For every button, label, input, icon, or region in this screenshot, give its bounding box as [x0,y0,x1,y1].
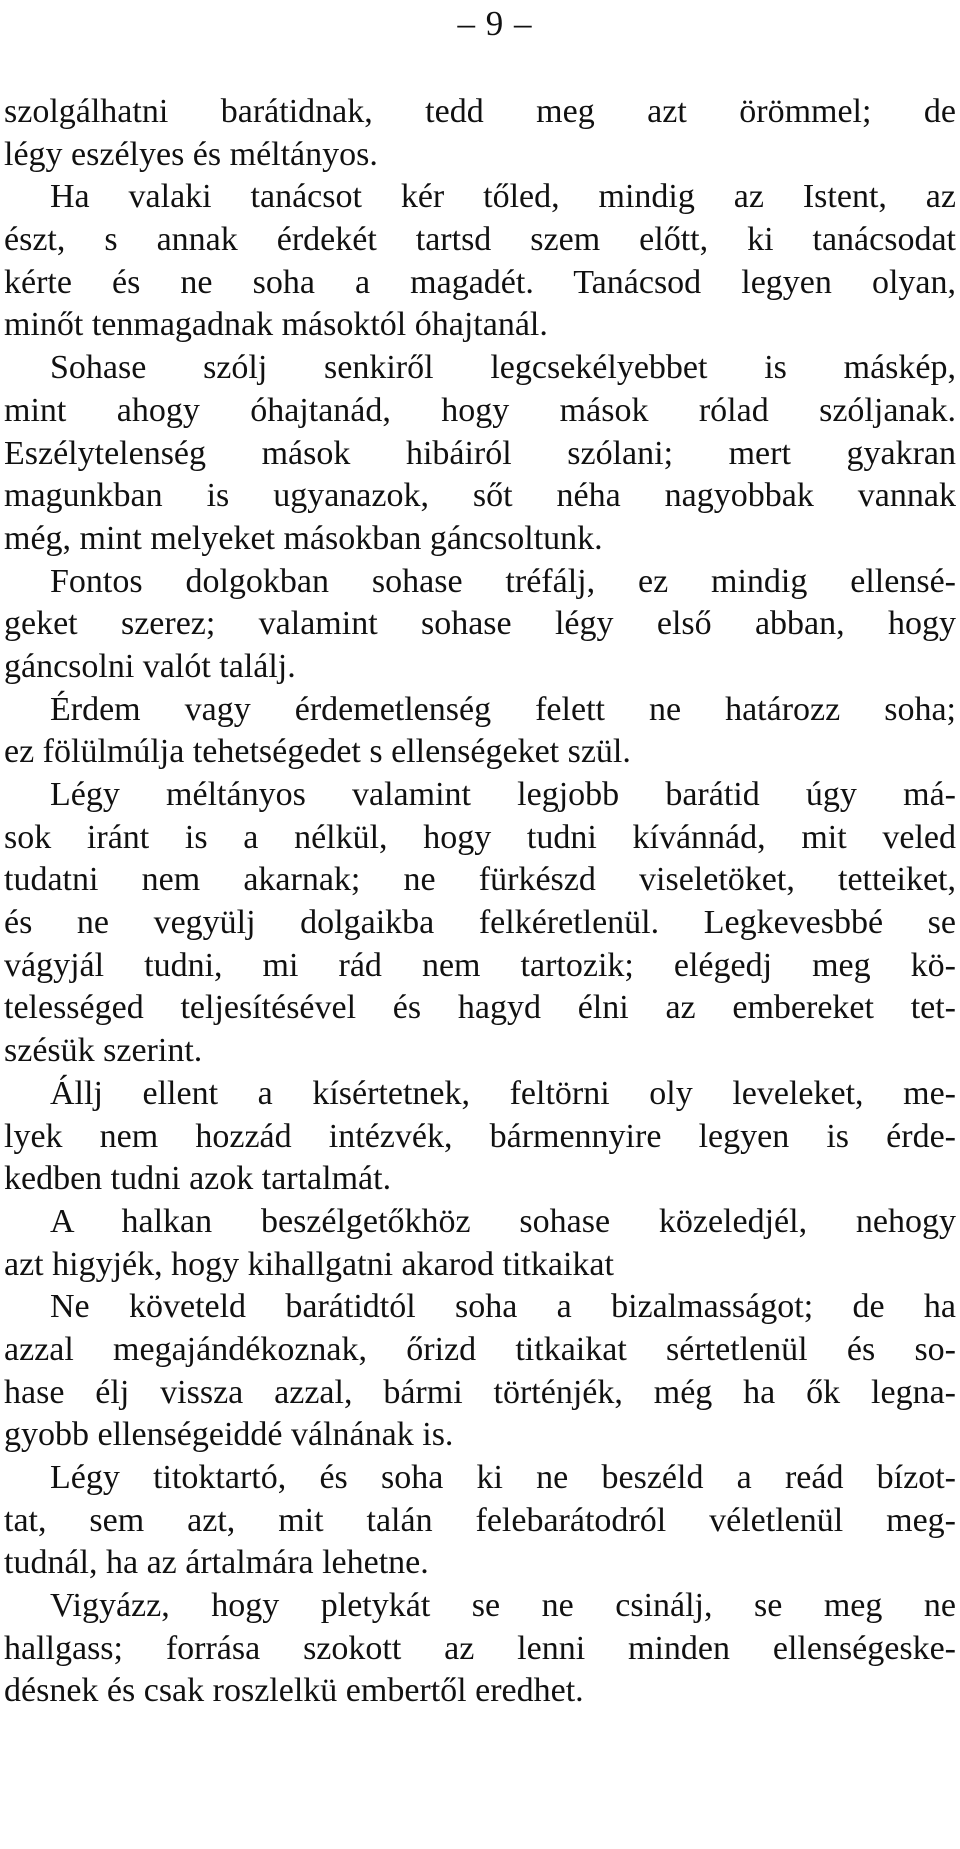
text-line: geket szerez; valamint sohase légy első abban, hogy [4,605,956,643]
text-line: még, mint melyeket másokban gáncsoltunk. [4,519,603,557]
body-text [4,91,956,1713]
text-line: azt higyjék, hogy kihallgatni akarod titkaikat [4,1245,614,1283]
text-line: Ne követeld barátidtól soha a bizalmasságot; de ha [50,1288,956,1326]
text-line: gáncsolni valót találj. [4,647,296,685]
text-line: gyobb ellenségeiddé válnának is. [4,1416,454,1454]
page-number: – 9 – [457,4,533,43]
text-line: Légy titoktartó, és soha ki ne beszéld a reád bízot- [50,1459,956,1496]
text-line: lyek nem hozzád intézvék, bármennyire legyen is érde- [4,1117,956,1155]
text-line: Fontos dolgokban sohase tréfálj, ez mindig ellensé- [50,562,956,600]
text-line: kérte és ne soha a magadét. Tanácsod legyen olyan, [4,263,956,301]
text-line: Állj ellent a kísértetnek, feltörni oly leveleket, me- [50,1074,956,1112]
text-line: Érdem vagy érdemetlenség felett ne határozz soha; [50,690,956,728]
text-line: mint ahogy óhajtanád, hogy mások rólad szóljanak. [4,391,956,429]
text-line: hase élj vissza azzal, bármi történjék, még ha ők legna- [4,1373,956,1411]
text-line: ez fölülmúlja tehetségedet s ellenségeket szül. [4,733,631,771]
text-line: azzal megajándékoznak, őrizd titkaikat sértetlenül és so- [4,1330,956,1368]
text-line: désnek és csak roszlelkü embertől eredhet. [4,1672,584,1710]
text-line: tat, sem azt, mit talán felebarátodról véletlenül meg- [4,1501,956,1539]
text-line: és ne vegyülj dolgaikba felkéretlenül. Legkevesbbé se [4,904,956,942]
text-line: észt, s annak érdekét tartsd szem előtt, ki tanácsodat [4,221,956,259]
text-line: hallgass; forrása szokott az lenni minden ellenségeske- [4,1629,956,1667]
text-line: kedben tudni azok tartalmát. [4,1160,392,1198]
text-line: tudnál, ha az ártalmára lehetne. [4,1544,429,1582]
text-line: minőt tenmagadnak másoktól óhajtanál. [4,306,548,344]
text-line: szésük szerint. [4,1032,203,1070]
text-line: vágyjál tudni, mi rád nem tartozik; elégedj meg kö- [4,946,956,984]
text-line: Légy méltányos valamint legjobb barátid úgy má- [50,776,956,813]
text-line: magunkban is ugyanazok, sőt néha nagyobbak vannak [4,477,956,515]
text-line: telességed teljesítésével és hagyd élni az embereket tet- [4,989,956,1027]
text-line: sok iránt is a nélkül, hogy tudni kívánnád, mit veled [4,818,956,856]
text-line: A halkan beszélgetőkhöz sohase közeledjél, nehogy [50,1202,956,1240]
text-line: Sohase szólj senkiről legcsekélyebbet is máskép, [50,349,956,387]
text-line: tudatni nem akarnak; ne fürkészd viseletöket, tetteiket, [4,861,956,899]
text-line: szolgálhatni barátidnak, tedd meg azt örömmel; de [4,93,956,130]
text-line: Ha valaki tanácsot kér tőled, mindig az Istent, az [50,178,956,216]
text-line: Vigyázz, hogy pletykát se ne csinálj, se meg ne [50,1587,956,1625]
text-line: légy eszélyes és méltányos. [4,135,378,173]
text-line: Eszélytelenség mások hibáiról szólani; mert gyakran [4,434,956,472]
